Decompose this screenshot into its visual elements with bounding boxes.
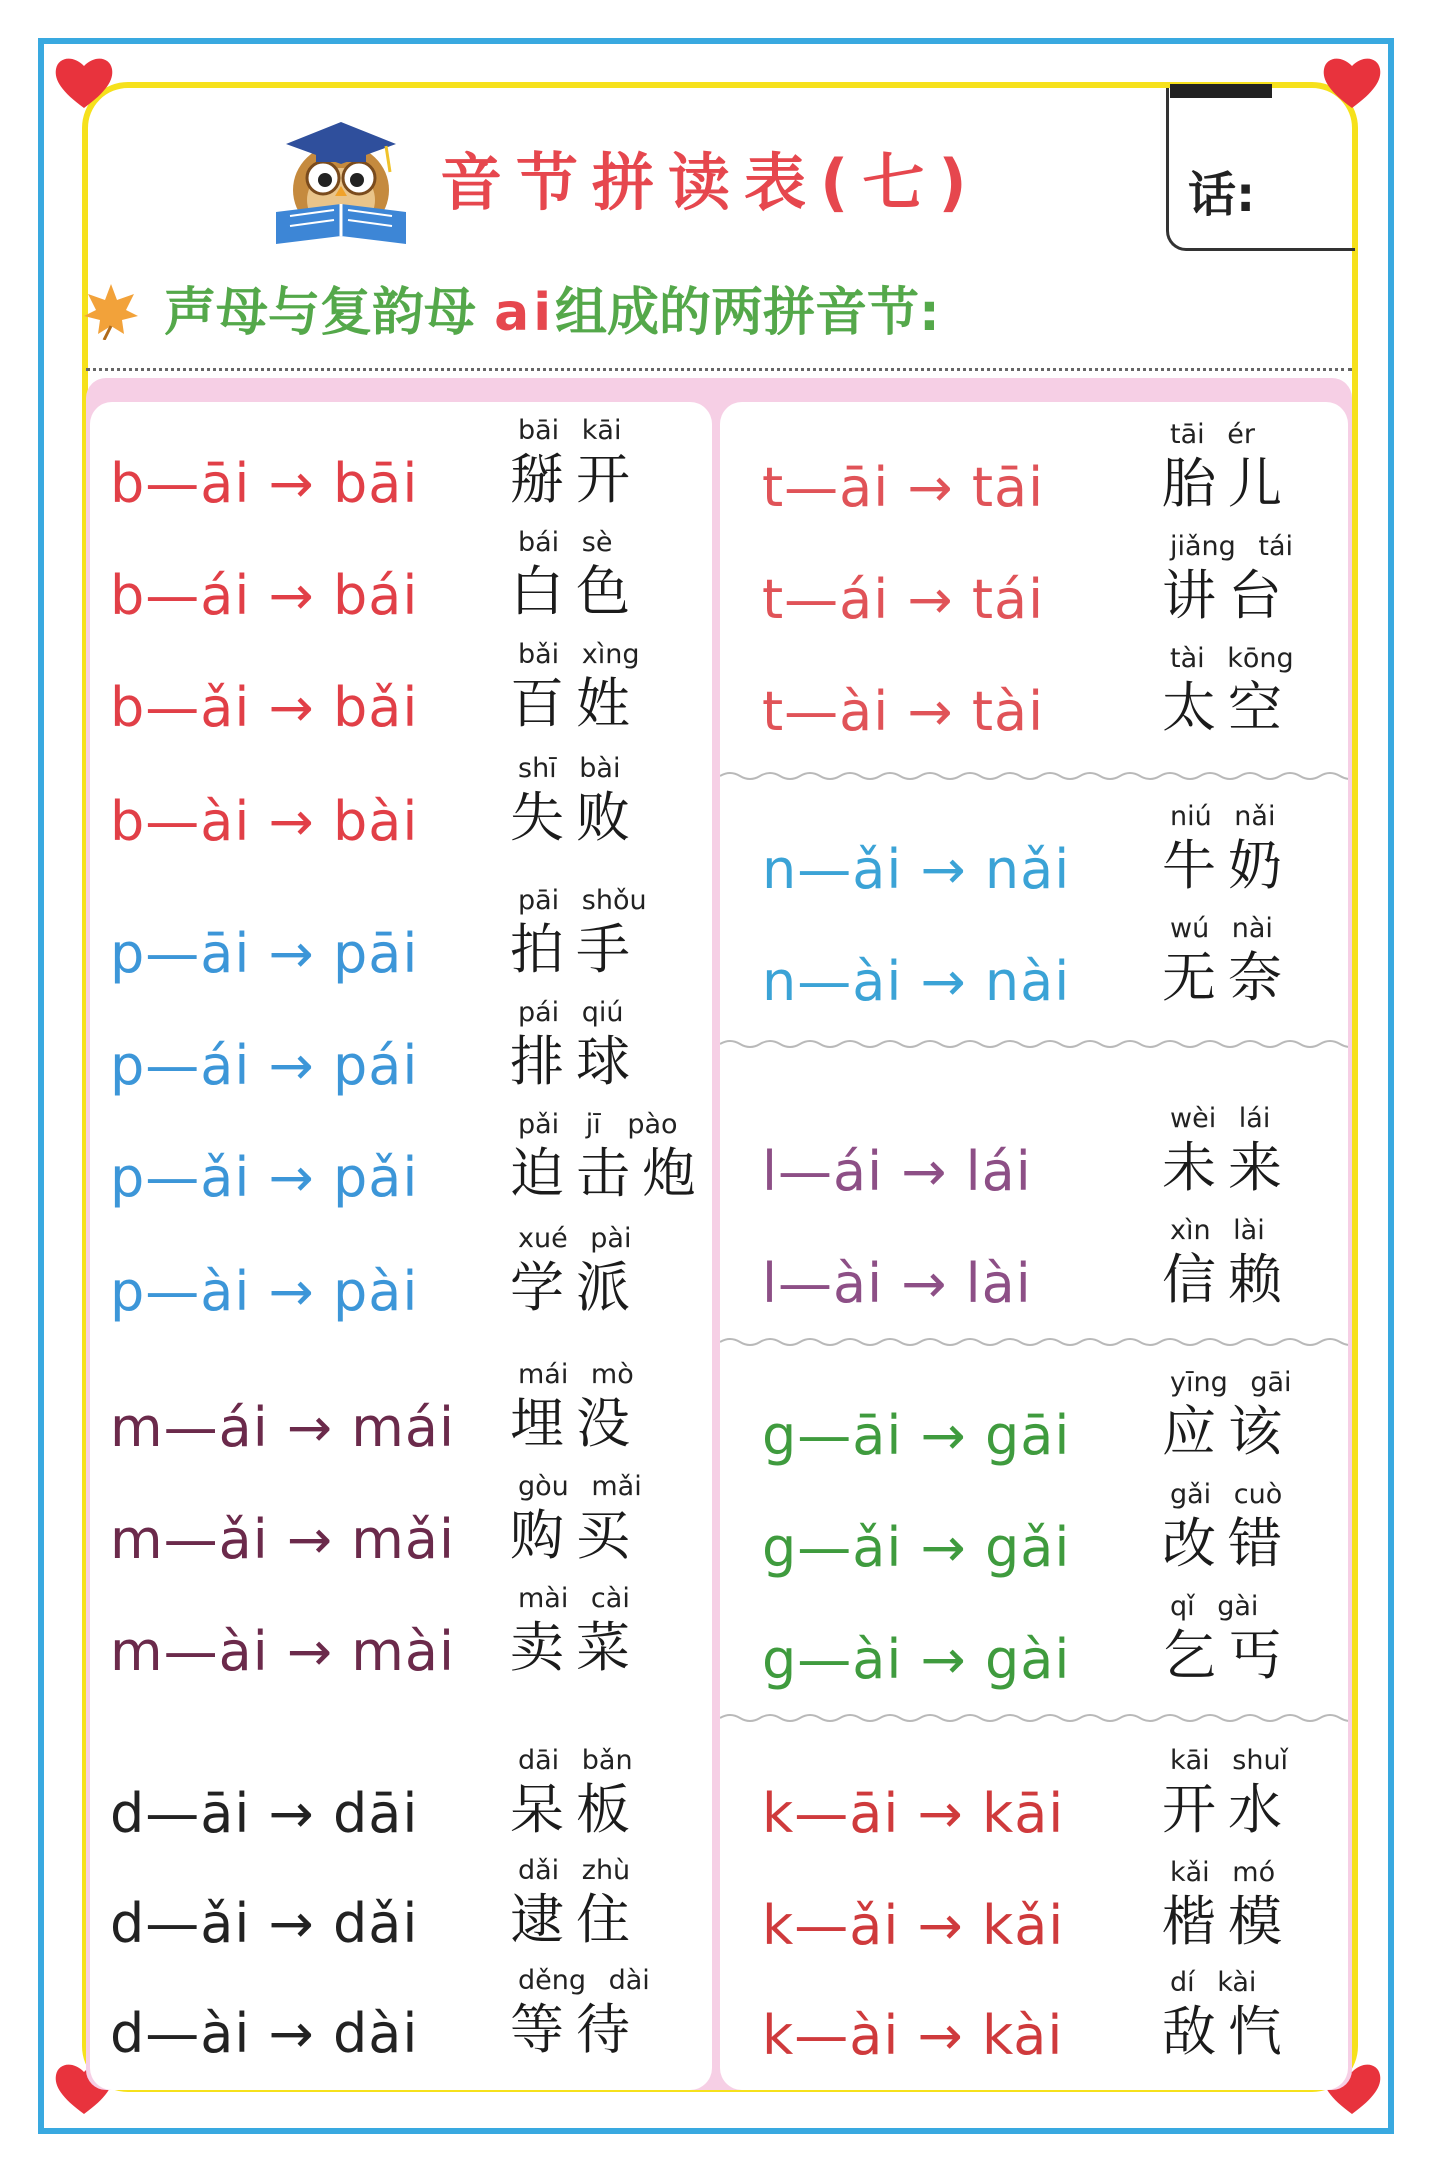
- word-hanzi: 等待: [510, 1998, 642, 2061]
- corner-tab-strip: [1170, 84, 1272, 98]
- word-pinyin: niú nǎi: [1170, 801, 1276, 832]
- list-item: [110, 1222, 710, 1334]
- word-hanzi: 购买: [510, 1504, 642, 1567]
- syllable-spelling: k—ài → kài: [762, 2004, 1064, 2067]
- word-pinyin: wèi lái: [1170, 1103, 1271, 1134]
- list-item: [762, 1744, 1342, 1856]
- word-hanzi: 乞丐: [1162, 1624, 1294, 1687]
- word-hanzi: 信赖: [1162, 1248, 1294, 1311]
- syllable-spelling: t—ái → tái: [762, 568, 1045, 631]
- word-hanzi: 卖菜: [510, 1616, 642, 1679]
- word-entry: [510, 1582, 660, 1680]
- word-hanzi: 应该: [1162, 1400, 1294, 1463]
- word-hanzi: 排球: [510, 1030, 642, 1093]
- section-subtitle: [164, 280, 940, 346]
- owl-reading-book-icon: [268, 112, 414, 252]
- list-item: [762, 1590, 1342, 1702]
- wavy-separator: [720, 770, 1348, 782]
- subtitle-part-1: 声母与复韵母: [164, 283, 477, 343]
- word-entry: [510, 526, 660, 624]
- word-pinyin: gòu mǎi: [518, 1471, 642, 1502]
- syllable-spelling: n—ǎi → nǎi: [762, 838, 1071, 901]
- list-item: [110, 414, 710, 526]
- word-pinyin: kǎi mó: [1170, 1857, 1276, 1888]
- word-entry: [510, 1744, 660, 1842]
- word-hanzi: 白色: [510, 560, 642, 623]
- word-entry: [1162, 1102, 1312, 1200]
- syllable-spelling: n—ài → nài: [762, 950, 1071, 1013]
- list-item: [110, 1854, 710, 1966]
- word-pinyin: pái qiú: [518, 997, 624, 1028]
- word-pinyin: jiǎng tái: [1170, 531, 1294, 562]
- syllable-spelling: p—ài → pài: [110, 1260, 419, 1323]
- list-item: [762, 1214, 1342, 1326]
- list-item: [762, 1856, 1342, 1968]
- list-item: [762, 1478, 1342, 1590]
- word-pinyin: kāi shuǐ: [1170, 1745, 1289, 1776]
- word-hanzi: 讲台: [1162, 564, 1294, 627]
- word-entry: [1162, 418, 1312, 516]
- word-entry: [510, 996, 660, 1094]
- word-pinyin: shī bài: [518, 753, 621, 784]
- syllable-spelling: l—ái → lái: [762, 1140, 1032, 1203]
- word-hanzi: 未来: [1162, 1136, 1294, 1199]
- word-hanzi: 改错: [1162, 1512, 1294, 1575]
- syllable-spelling: p—ái → pái: [110, 1034, 419, 1097]
- syllable-spelling: t—ài → tài: [762, 680, 1045, 743]
- word-pinyin: bái sè: [518, 527, 613, 558]
- word-hanzi: 开水: [1162, 1778, 1294, 1841]
- syllable-spelling: d—ǎi → dǎi: [110, 1892, 419, 1955]
- word-pinyin: bǎi xìng: [518, 639, 640, 670]
- list-item: [762, 1366, 1342, 1478]
- word-entry: [510, 1964, 660, 2062]
- syllable-spelling: t—āi → tāi: [762, 456, 1045, 519]
- list-item: [110, 1470, 710, 1582]
- word-hanzi: 呆板: [510, 1778, 642, 1841]
- syllable-spelling: b—ǎi → bǎi: [110, 676, 419, 739]
- word-entry: [1162, 1214, 1312, 1312]
- list-item: [762, 530, 1342, 642]
- list-item: [110, 1358, 710, 1470]
- word-hanzi: 敌忾: [1162, 2000, 1294, 2063]
- word-pinyin: dí kài: [1170, 1967, 1257, 1998]
- word-entry: [510, 1854, 660, 1952]
- word-entry: [1162, 1966, 1312, 2064]
- word-entry: [510, 752, 660, 850]
- word-entry: [510, 638, 660, 736]
- syllable-spelling: p—ǎi → pǎi: [110, 1146, 419, 1209]
- word-entry: [1162, 1856, 1312, 1954]
- word-hanzi: 拍手: [510, 918, 642, 981]
- word-pinyin: tāi ér: [1170, 419, 1255, 450]
- word-entry: [1162, 800, 1312, 898]
- word-entry: [1162, 1744, 1312, 1842]
- list-item: [762, 800, 1342, 912]
- subtitle-part-3: 组成的两拼音节:: [555, 283, 940, 343]
- word-pinyin: pǎi jī pào: [518, 1109, 678, 1140]
- heart-icon: [52, 52, 116, 112]
- syllable-spelling: b—ái → bái: [110, 564, 419, 627]
- syllable-spelling: g—ǎi → gǎi: [762, 1516, 1071, 1579]
- word-entry: [510, 414, 660, 512]
- list-item: [110, 1582, 710, 1694]
- syllable-spelling: d—ài → dài: [110, 2002, 419, 2065]
- word-entry: [510, 1108, 710, 1206]
- word-pinyin: mài cài: [518, 1583, 630, 1614]
- list-item: [110, 1744, 710, 1856]
- subtitle-final-ai: ai: [494, 283, 556, 343]
- word-entry: [1162, 642, 1312, 740]
- word-pinyin: yīng gāi: [1170, 1367, 1292, 1398]
- word-pinyin: gǎi cuò: [1170, 1479, 1283, 1510]
- word-pinyin: qǐ gài: [1170, 1591, 1259, 1622]
- list-item: [762, 418, 1342, 530]
- maple-leaf-icon: [82, 282, 140, 340]
- word-pinyin: tài kōng: [1170, 643, 1294, 674]
- word-hanzi: 太空: [1162, 676, 1294, 739]
- word-pinyin: bāi kāi: [518, 415, 622, 446]
- word-entry: [1162, 530, 1312, 628]
- word-hanzi: 胎儿: [1162, 452, 1294, 515]
- list-item: [110, 752, 710, 864]
- word-entry: [1162, 912, 1312, 1010]
- word-pinyin: dāi bǎn: [518, 1745, 633, 1776]
- word-pinyin: mái mò: [518, 1359, 634, 1390]
- list-item: [110, 526, 710, 638]
- list-item: [110, 1108, 710, 1220]
- dotted-divider: [86, 368, 1352, 371]
- corner-tab-text: 话:: [1188, 167, 1256, 223]
- word-hanzi: 无奈: [1162, 946, 1294, 1009]
- list-item: [762, 1966, 1342, 2078]
- word-pinyin: dǎi zhù: [518, 1855, 631, 1886]
- list-item: [762, 912, 1342, 1024]
- word-hanzi: 失败: [510, 786, 642, 849]
- word-entry: [510, 1470, 660, 1568]
- syllable-spelling: m—ǎi → mǎi: [110, 1508, 455, 1571]
- syllable-spelling: b—āi → bāi: [110, 452, 419, 515]
- word-entry: [510, 1222, 660, 1320]
- list-item: [762, 642, 1342, 754]
- word-pinyin: xìn lài: [1170, 1215, 1265, 1246]
- word-entry: [1162, 1366, 1312, 1464]
- word-hanzi: 百姓: [510, 672, 642, 735]
- syllable-spelling: d—āi → dāi: [110, 1782, 419, 1845]
- list-item: [110, 1964, 710, 2076]
- list-item: [110, 996, 710, 1108]
- syllable-spelling: k—āi → kāi: [762, 1782, 1065, 1845]
- wavy-separator: [720, 1038, 1348, 1050]
- word-pinyin: pāi shǒu: [518, 885, 647, 916]
- wavy-separator: [720, 1336, 1348, 1348]
- word-pinyin: xué pài: [518, 1223, 632, 1254]
- word-entry: [1162, 1478, 1312, 1576]
- word-hanzi: 埋没: [510, 1392, 642, 1455]
- list-item: [110, 884, 710, 996]
- syllable-spelling: g—ài → gài: [762, 1628, 1071, 1691]
- list-item: [110, 638, 710, 750]
- page-title: 音节拼读表(七): [440, 146, 981, 219]
- word-hanzi: 迫击炮: [510, 1142, 708, 1205]
- word-entry: [1162, 1590, 1312, 1688]
- word-pinyin: děng dài: [518, 1965, 650, 1996]
- syllable-spelling: l—ài → lài: [762, 1252, 1032, 1315]
- word-hanzi: 掰开: [510, 448, 642, 511]
- word-pinyin: wú nài: [1170, 913, 1273, 944]
- word-hanzi: 逮住: [510, 1888, 642, 1951]
- word-hanzi: 学派: [510, 1256, 642, 1319]
- word-entry: [510, 1358, 660, 1456]
- syllable-spelling: m—ài → mài: [110, 1620, 455, 1683]
- syllable-spelling: k—ǎi → kǎi: [762, 1894, 1065, 1957]
- syllable-spelling: b—ài → bài: [110, 790, 419, 853]
- syllable-spelling: m—ái → mái: [110, 1396, 455, 1459]
- word-hanzi: 楷模: [1162, 1890, 1294, 1953]
- syllable-spelling: p—āi → pāi: [110, 922, 419, 985]
- syllable-spelling: g—āi → gāi: [762, 1404, 1071, 1467]
- word-hanzi: 牛奶: [1162, 834, 1294, 897]
- word-entry: [510, 884, 660, 982]
- list-item: [762, 1102, 1342, 1214]
- wavy-separator: [720, 1712, 1348, 1724]
